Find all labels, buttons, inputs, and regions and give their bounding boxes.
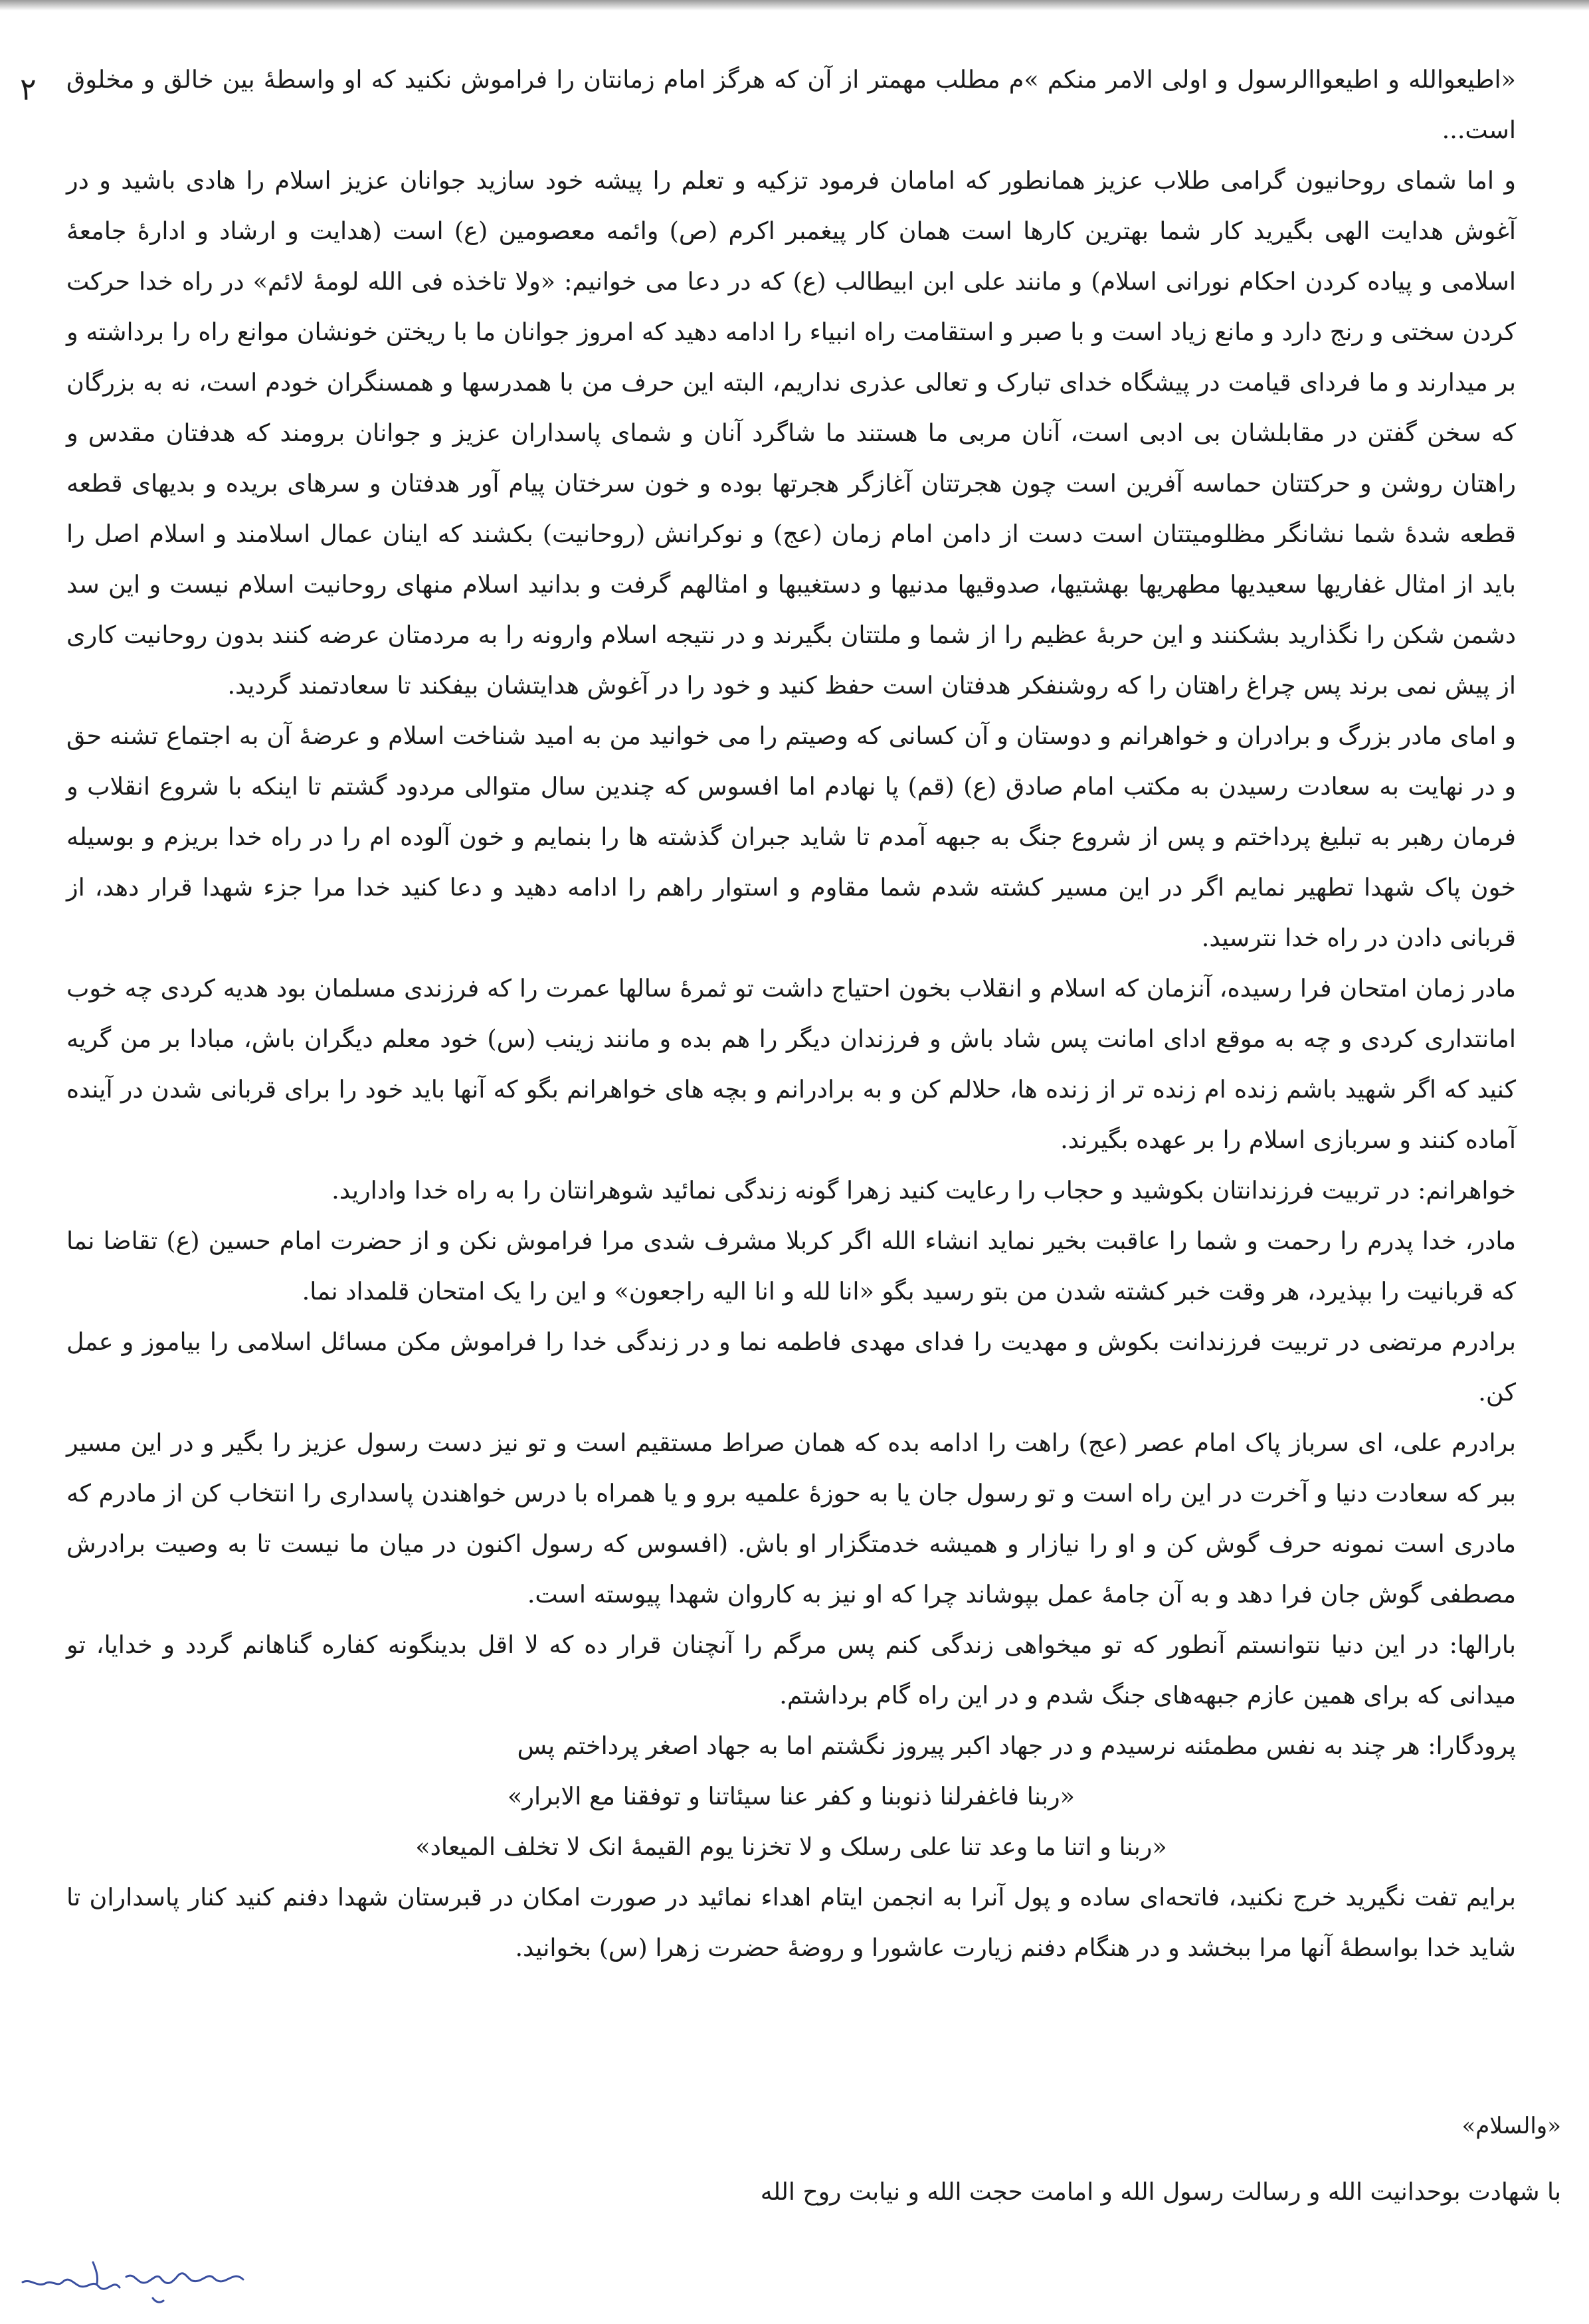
- paragraph-obedience: «اطیعوالله و اطیعواالرسول و اولی الامر منکم »م مطلب مهمتر از آن که هرگز امام زمانتان را فراموش نکنید که او واسطهٔ بین خالق و مخلوق است...: [66, 65, 1516, 144]
- paragraph-family-and-friends: و امای مادر بزرگ و برادران و خواهرانم و دوستان و آن کسانی که وصیتم را می خوانید من به امید شناخت اسلام و عرضهٔ آن به اجتماع تشنه حق و در نهایت به سعادت رسیدن به مکتب امام صادق (ع) (قم) پا نهادم اما افسوس که چندین سال متوالی مردود گشتم تا اینکه با شروع انقلاب و فرمان رهبر به تبلیغ پرداختم و پس از شروع جنگ به جبهه آمدم تا شاید جبران گذشته ها را بنمایم و خون آلوده ام را در راه خدا بریزم و بوسیله خون پاک شهدا تطهیر نمایم اگر در این مسیر کشته شدم شما مقاوم و استوار راهم را ادامه دهید و دعا کنید خدا مرا جزء شهدا قرار دهد، از قربانی دادن در راه خدا نترسید.: [66, 722, 1517, 952]
- paragraph-sisters: خواهرانم: در تربیت فرزندانتان بکوشید و حجاب را رعایت کنید زهرا گونه زندگی نمائید شوهرانتان را به راه خدا وادارید.: [331, 1176, 1516, 1205]
- paragraph-brother-ali: برادرم علی، ای سرباز پاک امام عصر (عج) راهت را ادامه بده که همان صراط مستقیم است و تو نیز دست رسول عزیز را بگیر و در این مسیر ببر که سعادت دنیا و آخرت در این راه است و تو رسول جان یا به حوزهٔ علمیه برو و یا همراه با درس خواهندن پاسداری را انتخاب کن از مادرم که مادری است نمونه حرف گوش کن و او را نیازار و همیشه خدمتگزار او باش. (افسوس که رسول اکنون در میان ما نیست تا به وصیت برادرش مصطفی گوش جان فرا دهد و به آن جامهٔ عمل بپوشاند چرا که او نیز به کاروان شهدا پیوسته است.: [66, 1428, 1516, 1608]
- paragraph-brother-morteza: برادرم مرتضی در تربیت فرزندانت بکوش و مهدیت را فدای مهدی فاطمه نما و در زندگی خدا را فراموش مکن مسائل اسلامی را بیاموز و عمل کن.: [66, 1327, 1516, 1406]
- closing-attestation: با شهادت بوحدانیت الله و رسالت رسول الله و امامت حجت الله و نیابت روح الله: [760, 2179, 1561, 2206]
- closing-block: [631, 2106, 1561, 2212]
- paragraph-burial-request: برایم تفت نگیرید خرج نکنید، فاتحه‌ای ساده و پول آنرا به انجمن ایتام اهداء نمائید در صورت امکان در قبرستان شهدا دفنم کنید کنار پاسداران تا شاید خدا بواسطهٔ آنها مرا ببخشد و در هنگام دفنم زیارت عاشورا و روضهٔ حضرت زهرا (س) بخوانید.: [66, 1883, 1516, 1962]
- closing-salam: «والسلام»: [1461, 2113, 1561, 2139]
- quran-verse-2: «ربنا و اتنا ما وعد تنا علی رسلک و لا تخزنا یوم القیمهٔ انک لا تخلف المیعاد»: [415, 1832, 1167, 1861]
- signature-drawing: [13, 2249, 252, 2315]
- will-body-text: [66, 54, 1516, 1973]
- paragraph-clergy-and-guards: و اما شمای روحانیون گرامی طلاب عزیز همانطور که امامان فرمود تزکیه و تعلم را پیشه خود سازید جوانان عزیز اسلام را هادی باشید و در آغوش هدایت الهی بگیرید کار شما بهترین کارها است همان کار پیغمبر اکرم (ص) وائمه معصومین (ع) است (هدایت و ارشاد و ادارهٔ جامعهٔ اسلامی و پیاده کردن احکام نورانی اسلام) و مانند علی ابن ابیطالب (ع) که در دعا می خوانیم: «ولا تاخذه فی الله لومهٔ لائم» در راه خدا حرکت کردن سختی و رنج دارد و مانع زیاد است و با صبر و استقامت راه انبیاء را ادامه دهید که امروز جوانان ما با ریختن خونشان موانع راه را برداشته و بر میدارند و ما فردای قیامت در پیشگاه خدای تبارک و تعالی عذری نداریم، البته این حرف من با همدرسها و همسنگران خودم است، نه به بزرگان که سخن گفتن در مقابلشان بی ادبی است، آنان مربی ما هستند ما شاگرد آنان و شمای پاسداران عزیز و جوانان برومند که هدفتان مقدس و راهتان روشن و حرکتتان حماسه آفرین است چون هجرتتان آغازگر هجرتها بوده و خون سرختان پیام آور هدفتان و سرهای بریده و بدیهای قطعه قطعه شدهٔ شما نشانگر مظلومیتتان است دست از دامن امام زمان (عج) و نوکرانش (روحانیت) بکشند که اینان عمال اسلامند و اسلام اصل را باید از امثال غفاریها سعیدیها مطهریها بهشتیها، صدوقیها مدنیها و دستغیبها و امثالهم گرفت و بدانید اسلام منهای روحانیت اسلام نیست و این سد دشمن شکن را نگذارید بشکنند و این حربهٔ عظیم را از شما و ملتتان بگیرند و در نتیجه اسلام وارونه را به مردمتان عرضه کنند بدون روحانیت کاری از پیش نمی برند پس چراغ راهتان را که روشنفکر هدفتان است حفظ کنید و خود را در آغوش هدایتشان بیفکند تا سعادتمند گردید.: [66, 166, 1516, 700]
- paragraph-mother-karbala: مادر، خدا پدرم را رحمت و شما را عاقبت بخیر نماید انشاء الله اگر کربلا مشرف شدی مرا فراموش نکن و از حضرت امام حسین (ع) تقاضا نما که قربانیت را بپذیرد، هر وقت خبر کشته شدن من بتو رسید بگو «انا لله و انا الیه راجعون» و این را یک امتحان قلمداد نما.: [66, 1226, 1516, 1306]
- page-number: ۲: [20, 71, 37, 107]
- handwritten-signature: [13, 2249, 252, 2315]
- paragraph-prayer-god: بارالها: در این دنیا نتوانستم آنطور که تو میخواهی زندگی کنم پس مرگم را آنچنان قرار ده که لا اقل بدینگونه کفاره گناهانم گردد و خدایا، تو میدانی که برای همین عازم جبهه‌های جنگ شدم و در این راه گام برداشتم.: [66, 1630, 1516, 1709]
- paragraph-prayer-lord: پرودگارا: هر چند به نفس مطمئنه نرسیدم و در جهاد اکبر پیروز نگشتم اما به جهاد اصغر پرداختم پس: [517, 1731, 1516, 1760]
- quran-verse-1: «ربنا فاغفرلنا ذنوبنا و کفر عنا سیئاتنا و توفقنا مع الابرار»: [508, 1782, 1075, 1810]
- paragraph-mother-trial: مادر زمان امتحان فرا رسیده، آنزمان که اسلام و انقلاب بخون احتیاج داشت تو ثمرهٔ سالها عمرت را که فرزندی مسلمان بود هدیه کردی چه خوب امانتداری کردی و چه به موقع ادای امانت پس شاد باش و فرزندان دیگر را هم بده و مانند زینب (س) خود معلم دیگران باش، مبادا بر من گریه کنید که اگر شهید باشم زنده ام زنده تر از زنده ها، حلالم کن و به برادرانم و بچه های خواهرانم بگو که آنها باید خود را برای قربانی شدن در آینده آماده کنند و سربازی اسلام را بر عهده بگیرند.: [66, 974, 1516, 1154]
- scan-top-edge: [0, 0, 1589, 11]
